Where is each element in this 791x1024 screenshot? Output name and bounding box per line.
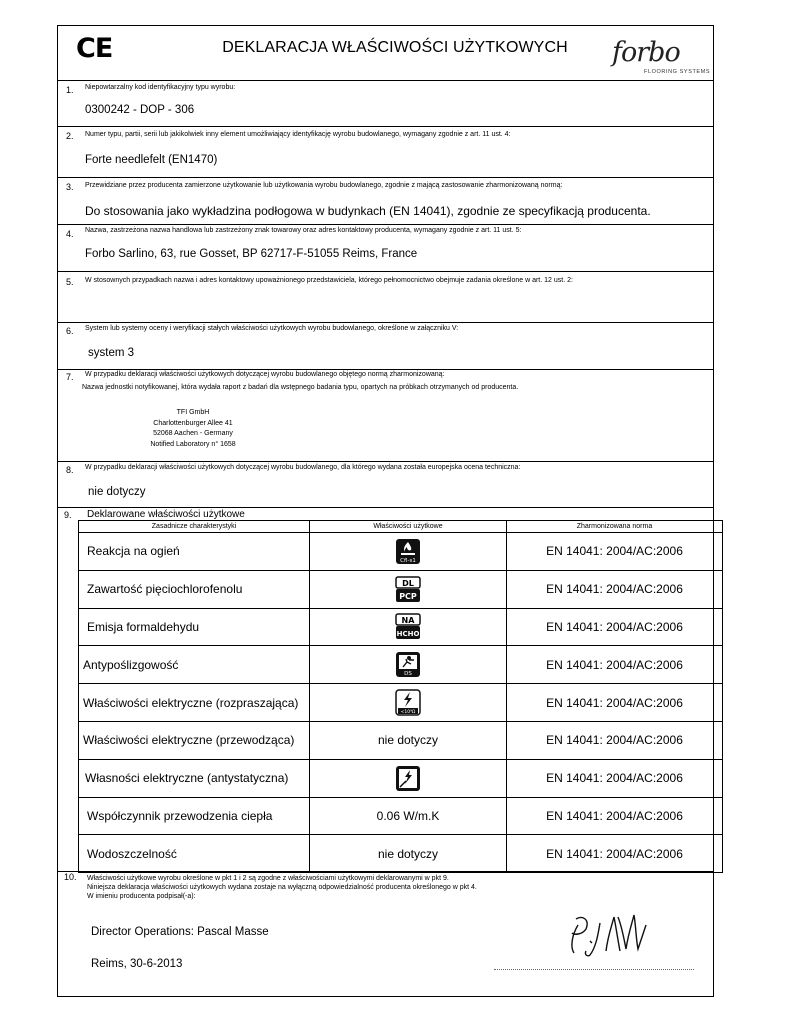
- row-characteristic: Własności elektryczne (antystatyczna): [79, 759, 310, 797]
- row-performance: [310, 646, 507, 684]
- row-characteristic: Wodoszczelność: [79, 835, 310, 873]
- section-9-label: Deklarowane właściwości użytkowe: [87, 509, 245, 520]
- section-5-label: W stosownych przypadkach nazwa i adres kontaktowy upoważnionego przedstawiciela, którego pełnomocnictwo obejmuje zadania określone w art. 12 ust. 2:: [85, 277, 573, 284]
- antistatic-icon: [395, 765, 421, 792]
- divider: [57, 224, 714, 225]
- section-3-number: 3.: [66, 182, 74, 192]
- row-performance: [310, 759, 507, 797]
- divider: [57, 271, 714, 272]
- divider: [57, 322, 714, 323]
- row-standard: EN 14041: 2004/AC:2006: [507, 835, 723, 873]
- header-performance: Właściwości użytkowe: [310, 521, 507, 533]
- notified-line: Charlottenburger Allee 41: [153, 419, 233, 427]
- section-1-label: Niepowtarzalny kod identyfikacyjny typu wyrobu:: [85, 84, 236, 91]
- divider: [57, 369, 714, 370]
- notified-line: TFI GmbH: [176, 409, 210, 416]
- ce-mark: CE: [76, 33, 113, 64]
- table-row: [79, 759, 723, 797]
- row-standard: EN 14041: 2004/AC:2006: [507, 684, 723, 722]
- divider: [57, 871, 714, 872]
- section-6-label: System lub systemy oceny i weryfikacji stałych właściwości użytkowych wyrobu budowlanego, określone w załączniku V:: [85, 325, 459, 332]
- icon-label: <10⁹Ω: [400, 710, 416, 716]
- row-characteristic: Reakcja na ogień: [79, 533, 310, 571]
- place-date: Reims, 30-6-2013: [91, 958, 183, 970]
- section-2-value: Forte needlefelt (EN1470): [85, 154, 218, 166]
- section-4-number: 4.: [66, 229, 74, 239]
- section-10-line: W imieniu producenta podpisał(-a):: [87, 893, 196, 900]
- icon-label: DS: [404, 671, 412, 678]
- row-standard: EN 14041: 2004/AC:2006: [507, 646, 723, 684]
- section-8-number: 8.: [66, 465, 74, 475]
- performance-table: [78, 520, 723, 873]
- row-performance: nie dotyczy: [310, 721, 507, 759]
- row-characteristic: Emisja formaldehydu: [79, 608, 310, 646]
- section-7-sublabel: Nazwa jednostki notyfikowanej, która wydała raport z badań dla wstępnego badania typu, opartych na próbkach otrzymanych od producenta.: [82, 384, 519, 391]
- forbo-logo: [612, 37, 712, 79]
- section-8-value: nie dotyczy: [88, 486, 146, 498]
- icon-label: Cfl-s1: [400, 557, 416, 564]
- divider: [57, 461, 714, 462]
- signature-image: [560, 905, 680, 965]
- table-header-row: [79, 521, 723, 533]
- icon-label: PCP: [399, 591, 417, 601]
- row-characteristic: Antypoślizgowość: [79, 646, 310, 684]
- notified-line: 52068 Aachen - Germany: [153, 430, 233, 437]
- row-characteristic: Właściwości elektryczne (przewodząca): [79, 721, 310, 759]
- divider: [57, 177, 714, 178]
- row-standard: EN 14041: 2004/AC:2006: [507, 608, 723, 646]
- table-row: [79, 835, 723, 873]
- slip-icon: [395, 651, 421, 678]
- section-9-number: 9.: [64, 510, 72, 520]
- row-performance: 0.06 W/m.K: [310, 797, 507, 835]
- section-3-value: Do stosowania jako wykładzina podłogowa w budynkach (EN 14041), zgodnie ze specyfikacją producenta.: [85, 204, 651, 218]
- section-1-value: 0300242 - DOP - 306: [85, 104, 195, 116]
- section-7-label: W przypadku deklaracji właściwości użytkowych dotyczącej wyrobu budowlanego objętego normą zharmonizowaną:: [85, 371, 445, 378]
- icon-top-label: DL: [402, 578, 414, 588]
- section-1-number: 1.: [66, 85, 74, 95]
- section-4-value: Forbo Sarlino, 63, rue Gosset, BP 62717-F-51055 Reims, France: [85, 248, 418, 260]
- header-characteristics: Zasadnicze charakterystyki: [79, 521, 310, 533]
- table-row: [79, 684, 723, 722]
- section-4-label: Nazwa, zastrzeżona nazwa handlowa lub zastrzeżony znak towarowy oraz adres kontaktowy producenta, wymagany zgodnie z art. 11 ust. 5:: [85, 227, 522, 234]
- logo-subtitle: FLOORING SYSTEMS: [644, 69, 711, 75]
- row-standard: EN 14041: 2004/AC:2006: [507, 759, 723, 797]
- divider: [57, 507, 714, 508]
- header-standard: Zharmonizowana norma: [507, 521, 723, 533]
- row-performance: [310, 570, 507, 608]
- table-row: [79, 570, 723, 608]
- table-row: [79, 533, 723, 571]
- table-row: [79, 721, 723, 759]
- section-8-label: W przypadku deklaracji właściwości użytkowych dotyczącej wyrobu budowlanego, dla którego wydana została europejska ocena techniczna:: [85, 464, 521, 471]
- signatory-name: Director Operations: Pascal Masse: [91, 926, 269, 938]
- dissipative-icon: [395, 689, 421, 716]
- section-5-number: 5.: [66, 277, 74, 287]
- row-characteristic: Właściwości elektryczne (rozpraszająca): [79, 684, 310, 722]
- row-characteristic: Współczynnik przewodzenia ciepła: [79, 797, 310, 835]
- section-2-number: 2.: [66, 131, 74, 141]
- pcp-icon: [395, 576, 421, 603]
- section-10-line: Niniejsza deklaracja właściwości użytkowych wydana zostaje na wyłączną odpowiedzialność producenta określonego w pkt 4.: [87, 884, 477, 891]
- notified-body-address: [141, 408, 245, 450]
- section-10-number: 10.: [64, 872, 77, 882]
- row-characteristic: Zawartość pięciochlorofenolu: [79, 570, 310, 608]
- divider: [57, 126, 714, 127]
- notified-line: Notified Laboratory n° 1658: [150, 440, 236, 448]
- row-standard: EN 14041: 2004/AC:2006: [507, 797, 723, 835]
- row-standard: EN 14041: 2004/AC:2006: [507, 533, 723, 571]
- section-3-label: Przewidziane przez producenta zamierzone użytkowanie lub użytkowania wyrobu budowlanego, zgodnie z mającą zastosowanie zharmonizowaną normą:: [85, 182, 563, 189]
- fire-icon: [395, 538, 421, 565]
- hcho-icon: [395, 613, 421, 640]
- section-6-number: 6.: [66, 326, 74, 336]
- icon-top-label: NA: [401, 616, 415, 626]
- row-performance: nie dotyczy: [310, 835, 507, 873]
- section-10-line: Właściwości użytkowe wyrobu określone w pkt 1 i 2 są zgodne z właściwościami użytkowymi deklarowanymi w pkt 9.: [87, 875, 449, 882]
- page-title: DEKLARACJA WŁAŚCIWOŚCI UŻYTKOWYCH: [222, 39, 568, 56]
- table-row: [79, 608, 723, 646]
- divider: [57, 80, 714, 81]
- row-standard: EN 14041: 2004/AC:2006: [507, 570, 723, 608]
- row-performance: [310, 684, 507, 722]
- section-7-number: 7.: [66, 372, 74, 382]
- icon-label: HCHO: [396, 630, 420, 639]
- row-performance: [310, 608, 507, 646]
- section-2-label: Numer typu, partii, serii lub jakikolwiek inny element umożliwiający identyfikację wyrobu budowlanego, wymagany zgodnie z art. 11 ust. 4:: [85, 131, 511, 138]
- section-6-value: system 3: [88, 347, 135, 359]
- signature-line: [494, 969, 694, 970]
- table-row: [79, 797, 723, 835]
- logo-wordmark: forbo: [612, 37, 680, 68]
- table-row: [79, 646, 723, 684]
- row-performance: [310, 533, 507, 571]
- row-standard: EN 14041: 2004/AC:2006: [507, 721, 723, 759]
